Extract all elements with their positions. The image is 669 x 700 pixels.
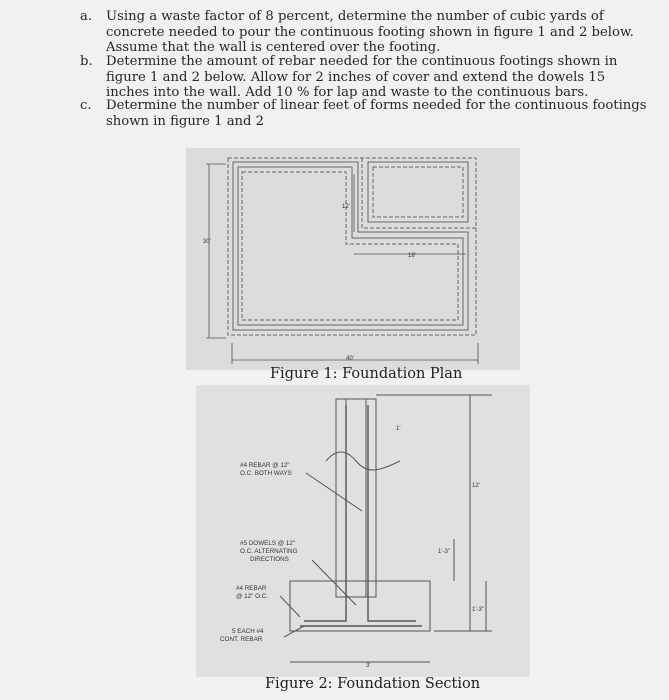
label-rebar-top-line1: #4 REBAR @ 12" bbox=[240, 462, 290, 469]
section-wall-rebar-curve bbox=[326, 452, 400, 470]
question-a-text: Using a waste factor of 8 percent, determine the number of cubic yards of concrete needed to pour the continuous footing shown in figure 1 and 2 below. Assume that the wall is centered over the footing. bbox=[106, 9, 634, 56]
leader-rebar-top bbox=[306, 473, 362, 511]
label-cont-rebar-line1: 5 EACH #4 bbox=[232, 628, 264, 635]
plan-notch-rect-outer bbox=[368, 162, 468, 222]
plan-dim-width-label: 40' bbox=[346, 356, 354, 362]
question-c-label: c. bbox=[80, 98, 92, 113]
foundation-section-drawing bbox=[196, 385, 530, 677]
label-dowels-line2: O.C. ALTERNATING bbox=[240, 548, 298, 555]
section-dim-footing-label: 1'-3" bbox=[472, 607, 484, 613]
section-dim-total-label: 12' bbox=[472, 483, 480, 489]
foundation-plan-figure bbox=[186, 148, 520, 370]
plan-dim-height-label: 30' bbox=[203, 239, 211, 245]
label-rebar-line2: @ 12" O.C. bbox=[236, 593, 269, 600]
label-cont-rebar-line2: CONT. REBAR bbox=[220, 636, 263, 643]
label-rebar-line1: #4 REBAR bbox=[236, 585, 267, 592]
question-b bbox=[80, 54, 650, 101]
label-rebar-top-line2: O.C. BOTH WAYS bbox=[240, 470, 292, 477]
question-b-label: b. bbox=[80, 54, 93, 69]
plan-dim-notch-depth-label: 12' bbox=[342, 204, 350, 210]
plan-wall-outer-line bbox=[233, 162, 468, 330]
question-a bbox=[80, 9, 650, 56]
section-footing bbox=[290, 581, 430, 631]
plan-inner-footing-line bbox=[242, 172, 458, 320]
label-dowels-line1: #5 DOWELS @ 12" bbox=[240, 540, 296, 547]
figure-2-caption: Figure 2: Foundation Section bbox=[265, 676, 481, 692]
section-dim-wall-label: 1' bbox=[396, 426, 401, 432]
foundation-section-figure bbox=[196, 385, 530, 677]
question-c-text: Determine the number of linear feet of forms needed for the continuous footings shown in figure 1 and 2 bbox=[106, 98, 647, 129]
plan-notch-rect-inner bbox=[373, 167, 463, 217]
plan-wall-inner-line bbox=[238, 167, 463, 325]
plan-dim-notch-width-label: 18' bbox=[408, 253, 416, 259]
label-dowels-line3: DIRECTIONS bbox=[250, 556, 289, 563]
leader-dowels bbox=[312, 560, 356, 605]
section-dim-dowel-label: 1'-3" bbox=[438, 549, 450, 555]
foundation-plan-drawing bbox=[186, 148, 520, 370]
section-dim-width-label: 3' bbox=[366, 663, 371, 669]
section-dowel-right bbox=[368, 405, 416, 621]
question-a-label: a. bbox=[80, 9, 93, 24]
question-c bbox=[80, 98, 650, 129]
question-b-text: Determine the amount of rebar needed for the continuous footings shown in figure 1 and 2 below. Allow for 2 inches of cover and extend the dowels 15 inches into the wall. Add 10 % for lap and waste to the continuous bars. bbox=[106, 54, 618, 101]
figure-1-caption: Figure 1: Foundation Plan bbox=[270, 366, 463, 382]
